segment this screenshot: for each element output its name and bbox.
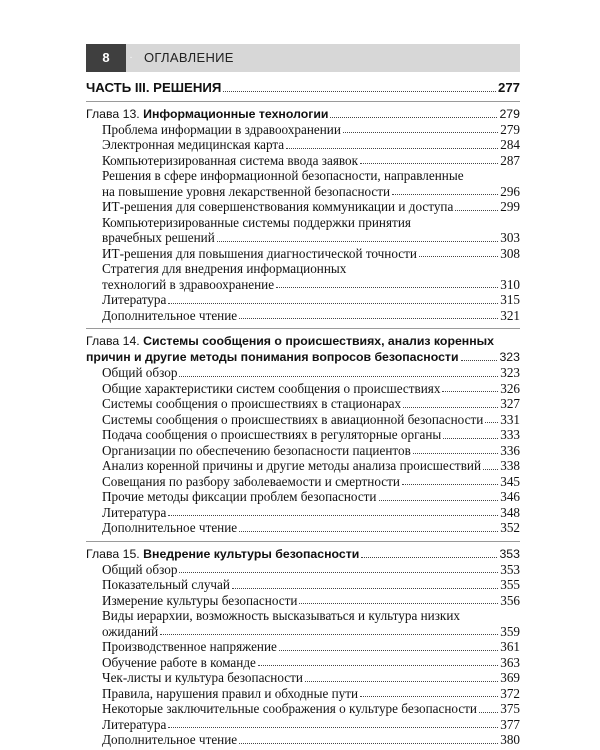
toc-entry[interactable] <box>102 381 520 397</box>
chapter-prefix: Глава 15. <box>86 546 140 561</box>
toc-entry[interactable] <box>102 277 520 293</box>
entry-title-line1: Стратегия для внедрения информационных <box>102 261 347 276</box>
chapter-prefix: Глава 14. <box>86 334 140 348</box>
entry-page: 361 <box>500 639 520 654</box>
toc-entry[interactable] <box>102 474 520 490</box>
entry-title: ожиданий <box>102 623 159 639</box>
entry-page: 321 <box>500 307 520 323</box>
entry-title-line1: Виды иерархии, возможность высказываться и культура низких <box>102 608 460 623</box>
entry-title: Дополнительное чтение <box>102 307 238 323</box>
entry-page: 338 <box>500 458 520 473</box>
chapter-title-line1: Системы сообщения о происшествиях, анализ коренных <box>143 334 494 348</box>
entry-title: Организации по обеспечению безопасности пациентов <box>102 442 411 458</box>
leader-dots <box>168 727 498 728</box>
entry-page: 326 <box>500 380 520 396</box>
toc-chapter-row[interactable] <box>86 546 520 562</box>
entry-title: Литература <box>102 504 167 520</box>
leader-dots <box>360 163 498 164</box>
leader-dots <box>479 712 498 713</box>
entry-title-line1: Решения в сфере информационной безопасности, направленные <box>102 168 464 183</box>
entry-title: Общий обзор <box>102 561 178 577</box>
entry-title: на повышение уровня лекарственной безопасности <box>102 183 391 199</box>
entry-page: 310 <box>500 276 520 292</box>
entry-title: Системы сообщения о происшествиях в авиационной безопасности <box>102 411 484 427</box>
entry-page: 372 <box>500 685 520 701</box>
toc-entry[interactable] <box>102 520 520 536</box>
leader-dots <box>276 287 498 288</box>
leader-dots <box>361 557 497 558</box>
leader-dots <box>217 241 498 242</box>
toc-entry[interactable] <box>102 246 520 262</box>
entry-title: Электронная медицинская карта <box>102 137 285 152</box>
entry-page: 369 <box>500 670 520 685</box>
entry-page: 346 <box>500 489 520 504</box>
leader-dots <box>330 117 497 118</box>
entry-title: врачебных решений <box>102 230 215 245</box>
entry-page: 327 <box>500 396 520 411</box>
leader-dots <box>286 148 498 149</box>
chapter-page: 353 <box>499 546 520 561</box>
toc-entry[interactable] <box>102 489 520 505</box>
entry-title: Чек-листы и культура безопасности <box>102 670 303 685</box>
leader-dots <box>179 572 498 573</box>
entry-title: Литература <box>102 716 167 732</box>
chapter-title: причин и другие методы понимания вопросов безопасности <box>86 350 459 364</box>
leader-dots <box>443 438 498 439</box>
entry-title: Литература <box>102 292 167 307</box>
entry-page: 345 <box>500 473 520 489</box>
leader-dots <box>305 681 498 682</box>
toc-entry[interactable] <box>102 717 520 733</box>
entry-page: 333 <box>500 427 520 442</box>
entry-title: Производственное напряжение <box>102 639 277 654</box>
entry-page: 355 <box>500 577 520 592</box>
entry-title: Компьютеризированная система ввода заявок <box>102 152 359 168</box>
toc-part-row[interactable] <box>86 80 520 96</box>
chapter-prefix: Глава 13. <box>86 106 140 121</box>
entry-title: Дополнительное чтение <box>102 732 238 747</box>
divider <box>86 101 520 102</box>
toc-entry[interactable] <box>102 593 520 609</box>
toc-entry[interactable] <box>102 292 520 308</box>
toc-entry[interactable] <box>102 701 520 717</box>
entry-title: Совещания по разбору заболеваемости и смертности <box>102 473 400 489</box>
toc-entry[interactable] <box>102 443 520 459</box>
entry-page: 336 <box>500 442 520 458</box>
entry-page: 287 <box>500 152 520 168</box>
entry-title: Правила, нарушения правил и обходные пути <box>102 685 359 701</box>
running-header <box>86 44 520 72</box>
chapter-page: 279 <box>499 106 520 121</box>
entry-page: 303 <box>500 230 520 245</box>
leader-dots <box>168 515 498 516</box>
page-number: 8 <box>86 44 126 72</box>
entry-page: 279 <box>500 121 520 137</box>
entry-page: 380 <box>500 732 520 747</box>
leader-dots <box>223 91 496 92</box>
entry-page: 356 <box>500 592 520 608</box>
toc-entry[interactable] <box>102 412 520 428</box>
divider <box>86 541 520 542</box>
leader-dots <box>392 194 498 195</box>
entry-title: ИТ-решения для повышения диагностической точности <box>102 245 417 261</box>
toc-chapter-row[interactable] <box>86 349 520 365</box>
toc-entry[interactable] <box>102 153 520 169</box>
toc-entry[interactable] <box>102 427 520 443</box>
entry-title: Подача сообщения о происшествиях в регуляторные органы <box>102 427 442 442</box>
leader-dots <box>360 696 498 697</box>
entry-page: 299 <box>500 199 520 214</box>
part-page: 277 <box>497 80 520 95</box>
entry-page: 375 <box>500 701 520 716</box>
entry-page: 363 <box>500 654 520 670</box>
entry-title: технологий в здравоохранение <box>102 276 275 292</box>
entry-title: Анализ коренной причины и другие методы анализа происшествий <box>102 458 482 473</box>
leader-dots <box>455 210 498 211</box>
toc-entry[interactable] <box>102 458 520 474</box>
toc-entry[interactable] <box>102 505 520 521</box>
entry-title: Общие характеристики систем сообщения о происшествиях <box>102 380 441 396</box>
toc-chapter-row[interactable] <box>86 106 520 122</box>
entry-page: 377 <box>500 716 520 732</box>
toc-entry[interactable] <box>102 365 520 381</box>
entry-page: 359 <box>500 623 520 639</box>
toc-entry[interactable] <box>102 686 520 702</box>
entry-title: Измерение культуры безопасности <box>102 592 298 608</box>
header-title: ОГЛАВЛЕНИЕ <box>144 50 234 65</box>
leader-dots <box>239 743 498 744</box>
entry-page: 284 <box>500 137 520 152</box>
entry-page: 348 <box>500 504 520 520</box>
entry-title: Некоторые заключительные соображения о культуре безопасности <box>102 701 477 716</box>
leader-dots <box>379 500 499 501</box>
toc-entry[interactable] <box>102 624 520 640</box>
table-of-contents <box>86 80 520 748</box>
leader-dots <box>168 303 498 304</box>
entry-title: Проблема информации в здравоохранении <box>102 121 341 137</box>
leader-dots <box>442 391 498 392</box>
toc-entry[interactable] <box>102 732 520 748</box>
toc-entry[interactable] <box>102 639 520 655</box>
leader-dots <box>299 603 498 604</box>
leader-dots <box>232 588 498 589</box>
toc-entry[interactable] <box>102 184 520 200</box>
leader-dots <box>403 407 498 408</box>
toc-entry[interactable] <box>102 137 520 153</box>
chapter-title-line1-row <box>86 333 520 349</box>
divider <box>86 328 520 329</box>
entry-title: Общий обзор <box>102 365 178 380</box>
entry-title: Показательный случай <box>102 577 230 592</box>
chapter-page: 323 <box>499 350 520 364</box>
leader-dots <box>402 484 498 485</box>
chapter-title: Внедрение культуры безопасности <box>143 546 360 561</box>
entry-page: 315 <box>500 292 520 307</box>
leader-dots <box>239 531 498 532</box>
leader-dots <box>239 318 498 319</box>
chapter-title: Информационные технологии <box>143 106 329 121</box>
leader-dots <box>160 634 498 635</box>
entry-title: Обучение работе в команде <box>102 654 256 670</box>
leader-dots <box>485 422 498 423</box>
toc-entry[interactable] <box>102 670 520 686</box>
leader-dots <box>413 453 498 454</box>
toc-entry[interactable] <box>102 655 520 671</box>
leader-dots <box>343 132 498 133</box>
leader-dots <box>258 665 498 666</box>
entry-title: Дополнительное чтение <box>102 520 238 535</box>
toc-entry[interactable] <box>102 577 520 593</box>
toc-entry[interactable] <box>102 199 520 215</box>
leader-dots <box>419 256 498 257</box>
toc-entry[interactable] <box>102 562 520 578</box>
entry-title: Прочие методы фиксации проблем безопасности <box>102 489 377 504</box>
entry-page: 296 <box>500 183 520 199</box>
toc-entry[interactable] <box>102 396 520 412</box>
entry-page: 353 <box>500 561 520 577</box>
part-title: ЧАСТЬ III. РЕШЕНИЯ <box>86 80 222 95</box>
toc-entry[interactable] <box>102 308 520 324</box>
leader-dots <box>279 650 498 651</box>
toc-entry[interactable] <box>102 230 520 246</box>
entry-title-line1: Компьютеризированные системы поддержки принятия <box>102 214 411 230</box>
entry-title: ИТ-решения для совершенствования коммуникации и доступа <box>102 199 454 214</box>
leader-dots <box>483 469 498 470</box>
header-separator: · <box>129 52 133 63</box>
leader-dots <box>461 360 498 361</box>
entry-title: Системы сообщения о происшествиях в стационарах <box>102 396 402 411</box>
toc-entry[interactable] <box>102 122 520 138</box>
leader-dots <box>179 376 498 377</box>
entry-page: 331 <box>500 411 520 427</box>
entry-page: 323 <box>500 365 520 380</box>
entry-page: 352 <box>500 520 520 535</box>
entry-page: 308 <box>500 245 520 261</box>
